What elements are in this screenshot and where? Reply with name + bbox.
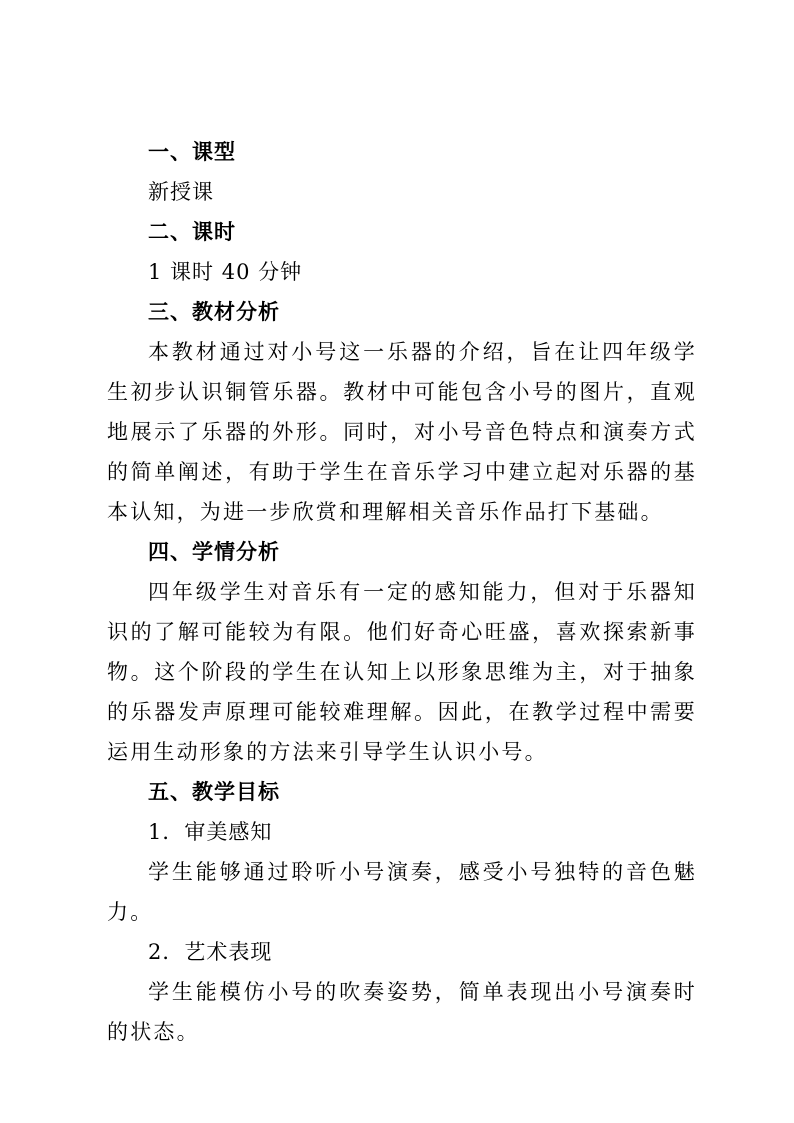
document-body: [107, 132, 697, 1052]
goal-text-aesthetic-perception: 学生能够通过聆听小号演奏，感受小号独特的音色魅力。: [107, 860, 697, 924]
textbook-analysis-paragraph: 本教材通过对小号这一乐器的介绍，旨在让四年级学生初步认识铜管乐器。教材中可能包含小号的图片，直观地展示了乐器的外形。同时，对小号音色特点和演奏方式的简单阐述，有助于学生在音乐学习中建立起对乐器的基本认知，为进一步欣赏和理解相关音乐作品打下基础。: [107, 340, 697, 524]
class-hours-text: 1 课时 40 分钟: [148, 260, 303, 284]
section-heading-class-hours: 二、课时: [148, 219, 236, 244]
section-heading-lesson-type: 一、课型: [148, 139, 236, 164]
student-analysis-paragraph: 四年级学生对音乐有一定的感知能力，但对于乐器知识的了解可能较为有限。他们好奇心旺盛，喜欢探索新事物。这个阶段的学生在认知上以形象思维为主，对于抽象的乐器发声原理可能较难理解。因此，在教学过程中需要运用生动形象的方法来引导学生认识小号。: [107, 580, 697, 764]
goal-title-aesthetic-perception: 1．审美感知: [148, 820, 273, 844]
lesson-type-text: 新授课: [148, 180, 214, 204]
section-heading-textbook-analysis: 三、教材分析: [148, 299, 280, 324]
goal-title-artistic-expression: 2．艺术表现: [148, 940, 273, 964]
section-heading-student-analysis: 四、学情分析: [148, 539, 280, 564]
section-heading-teaching-goals: 五、教学目标: [148, 779, 280, 804]
goal-text-artistic-expression: 学生能模仿小号的吹奏姿势，简单表现出小号演奏时的状态。: [107, 980, 697, 1044]
